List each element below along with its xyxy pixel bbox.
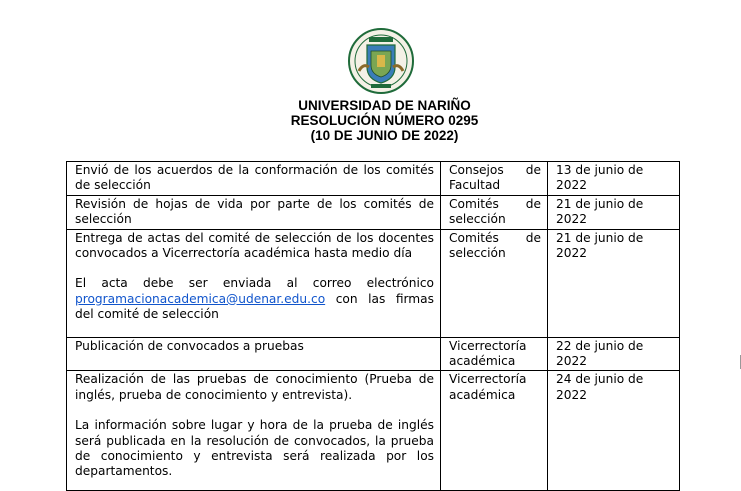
- responsible-cell: Comités de selección: [441, 229, 548, 337]
- date-cell: 21 de junio de 2022: [548, 229, 680, 337]
- activity-cell: [67, 371, 441, 491]
- responsible-cell: Vicerrectoría académica: [441, 337, 548, 371]
- date-cell: 21 de junio de 2022: [548, 195, 680, 229]
- table-row: [67, 195, 680, 229]
- activity-text: Realización de las pruebas de conocimiento (Prueba de inglés, prueba de conocimiento y entrevista).: [75, 372, 434, 402]
- activity-note: [75, 276, 434, 322]
- note-text: El acta debe ser enviada al correo electrónico: [75, 276, 434, 291]
- date-cell: 24 de junio de 2022: [548, 371, 680, 491]
- document-header: [0, 98, 741, 143]
- activity-text: Entrega de actas del comité de selección de los docentes convocados a Vicerrectoría académica hasta medio día: [75, 230, 434, 261]
- activity-cell: [67, 195, 441, 229]
- university-name: UNIVERSIDAD DE NARIÑO: [298, 98, 471, 113]
- university-seal: [347, 27, 415, 95]
- activity-cell: [67, 229, 441, 337]
- table-row: [67, 337, 680, 371]
- schedule-table: [66, 161, 680, 491]
- activity-text: Envió de los acuerdos de la conformación de los comités de selección: [75, 163, 434, 193]
- activity-text: Publicación de convocados a pruebas: [75, 338, 304, 353]
- responsible-cell: Consejos de Facultad: [441, 162, 548, 196]
- date-cell: 22 de junio de 2022: [548, 337, 680, 371]
- university-seal-icon: [347, 27, 415, 95]
- responsible-cell: Vicerrectoría académica: [441, 371, 548, 491]
- resolution-number: RESOLUCIÓN NÚMERO 0295: [290, 113, 479, 128]
- email-link[interactable]: programacionacademica@udenar.edu.co: [75, 291, 326, 306]
- note-text: con las firmas del comité de selección: [75, 291, 434, 322]
- page-edge-mark: [737, 355, 741, 369]
- table-row: [67, 229, 680, 337]
- table-row: [67, 162, 680, 196]
- activity-cell: [67, 337, 441, 371]
- activity-cell: [67, 162, 441, 196]
- activity-note: La información sobre lugar y hora de la prueba de inglés será publicada en la resolución de convocados, la prueba de conocimiento y entrevista será realizada por los departamentos.: [75, 418, 434, 479]
- resolution-date: (10 DE JUNIO DE 2022): [310, 128, 459, 143]
- table-row: [67, 371, 680, 491]
- responsible-cell: Comités de selección: [441, 195, 548, 229]
- date-cell: 13 de junio de 2022: [548, 162, 680, 196]
- activity-text: Revisión de hojas de vida por parte de los comités de selección: [75, 196, 434, 227]
